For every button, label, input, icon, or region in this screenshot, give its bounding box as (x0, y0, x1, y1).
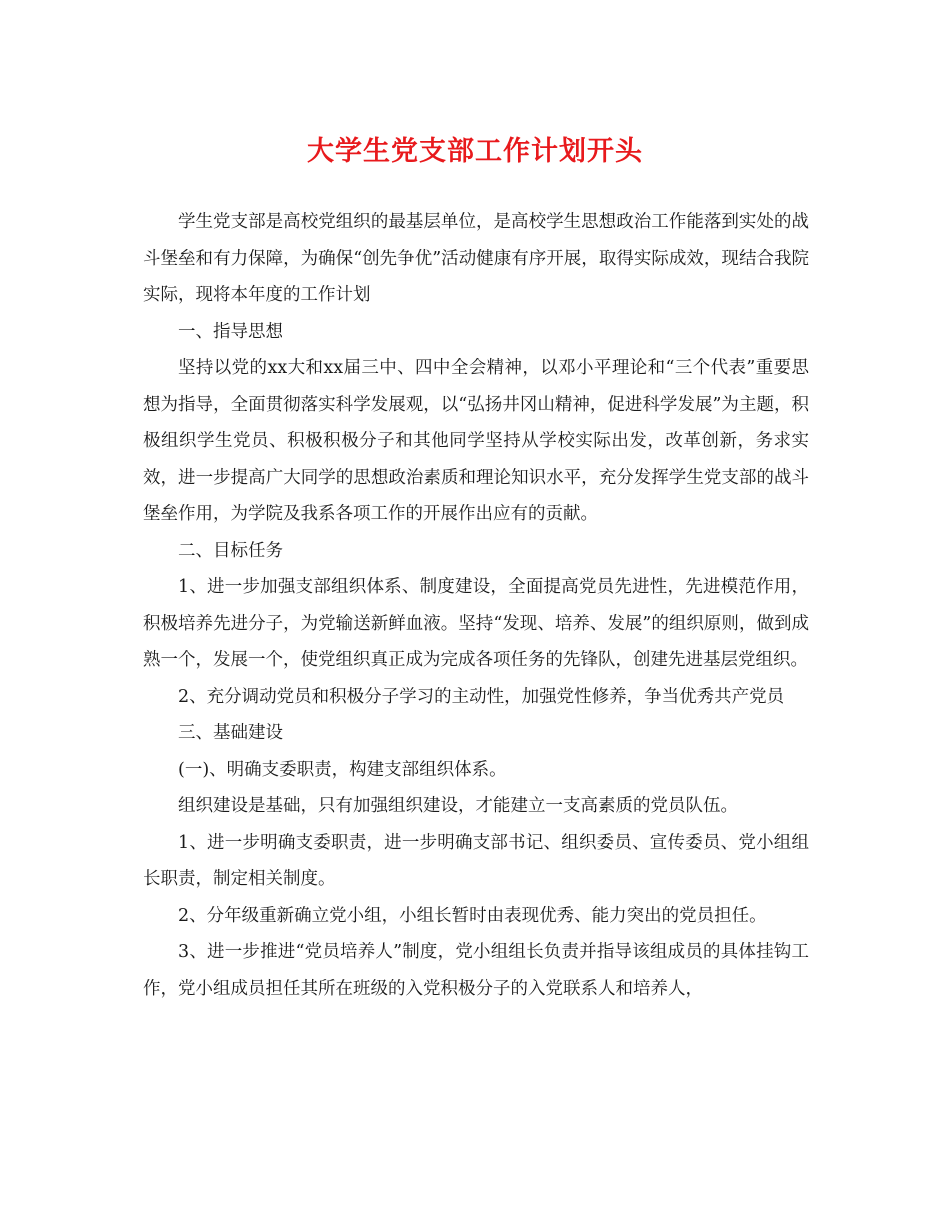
document-title: 大学生党支部工作计划开头 (307, 136, 643, 167)
paragraph-goal-2: 2、充分调动党员和积极分子学习的主动性，加强党性修养，争当优秀共产党员 (178, 686, 785, 707)
paragraph-organization: 组织建设是基础，只有加强组织建设，才能建立一支高素质的党员队伍。 (178, 796, 738, 816)
paragraph-guiding-thought: 坚持以党的xx大和xx届三中、四中全会精神，以邓小平理论和“三个代表”重要思想为指导，全面贯彻落实科学发展观，以“弘扬井冈山精神，促进科学发展”为主题，积极组织学生党员、积极积极分子和其他同学坚持从学校实际出发，改革创新，务求实效，进一步提高广大同学的思想政治素质和理论知识水平，充分发挥学生党支部的战斗堡垒作用，为学院及我系各项工作的开展作出应有的贡献。 (143, 358, 809, 524)
paragraph-item-1: 1、进一步明确支委职责，进一步明确支部书记、组织委员、宣传委员、党小组组长职责，制定相关制度。 (143, 832, 809, 889)
document-body (143, 204, 809, 1007)
section-heading-guiding-thought: 一、指导思想 (178, 321, 283, 342)
paragraph-item-2: 2、分年级重新确立党小组，小组长暂时由表现优秀、能力突出的党员担任。 (178, 905, 767, 926)
paragraph-item-3: 3、进一步推进“党员培养人”制度，党小组组长负责并指导该组成员的具体挂钩工作，党小组成员担任其所在班级的入党积极分子的入党联系人和培养人， (143, 942, 809, 999)
section-heading-goals: 二、目标任务 (178, 540, 283, 561)
section-heading-foundation: 三、基础建设 (178, 723, 283, 743)
paragraph-goal-1: 1、进一步加强支部组织体系、制度建设，全面提高党员先进性，先进模范作用，积极培养先进分子，为党输送新鲜血液。坚持“发现、培养、发展”的组织原则，做到成熟一个，发展一个，使党组织真正成为完成各项任务的先锋队，创建先进基层党组织。 (143, 577, 809, 670)
paragraph-intro: 学生党支部是高校党组织的最基层单位，是高校学生思想政治工作能落到实处的战斗堡垒和有力保障，为确保“创先争优”活动健康有序开展，取得实际成效，现结合我院实际，现将本年度的工作计划 (143, 212, 809, 305)
subsection-heading-committee: (一)、明确支委职责，构建支部组织体系。 (178, 759, 507, 780)
